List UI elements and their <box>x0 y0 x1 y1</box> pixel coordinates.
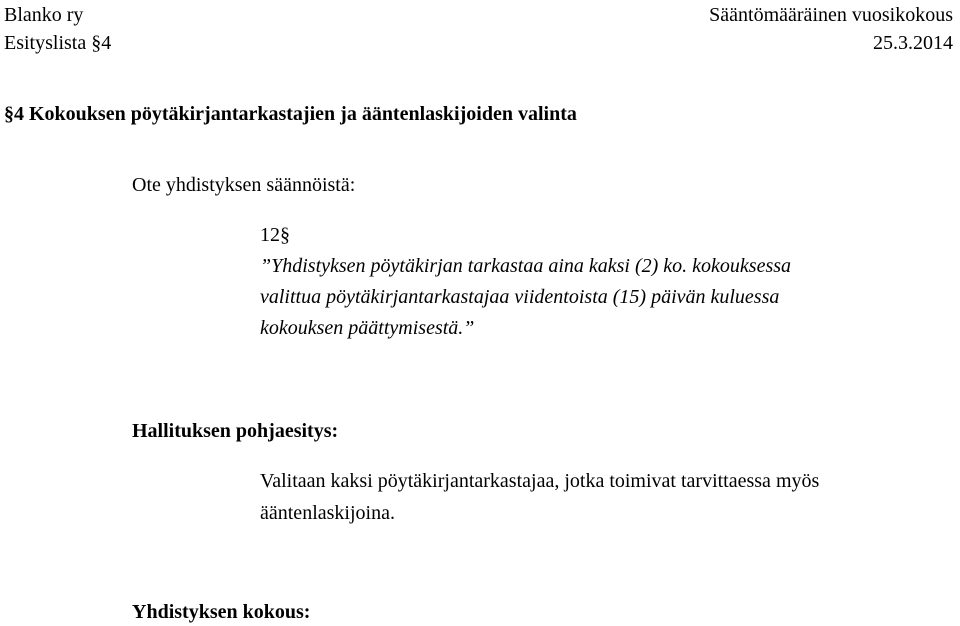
rules-quote-line: ”Yhdistyksen pöytäkirjan tarkastaa aina kaksi (2) ko. kokouksessa <box>260 255 792 277</box>
board-proposal-heading: Hallituksen pohjaesitys: <box>132 420 339 442</box>
section-title: §4 Kokouksen pöytäkirjantarkastajien ja ääntenlaskijoiden valinta <box>4 103 577 125</box>
meeting-type: Sääntömääräinen vuosikokous <box>709 4 953 26</box>
rules-paragraph-ref: 12§ <box>260 224 290 246</box>
rules-quote-line: kokouksen päättymisestä.” <box>260 317 475 339</box>
organization-name: Blanko ry <box>4 4 84 26</box>
rules-excerpt-intro: Ote yhdistyksen säännöistä: <box>132 174 356 196</box>
meeting-decision-heading: Yhdistyksen kokous: <box>132 601 311 623</box>
board-proposal-line: ääntenlaskijoina. <box>260 502 395 524</box>
rules-quote-line: valittua pöytäkirjantarkastajaa viidentoista (15) päivän kuluessa <box>260 286 780 308</box>
agenda-reference: Esityslista §4 <box>4 32 112 54</box>
meeting-date: 25.3.2014 <box>873 32 953 54</box>
board-proposal-line: Valitaan kaksi pöytäkirjantarkastajaa, jotka toimivat tarvittaessa myös <box>260 470 820 492</box>
